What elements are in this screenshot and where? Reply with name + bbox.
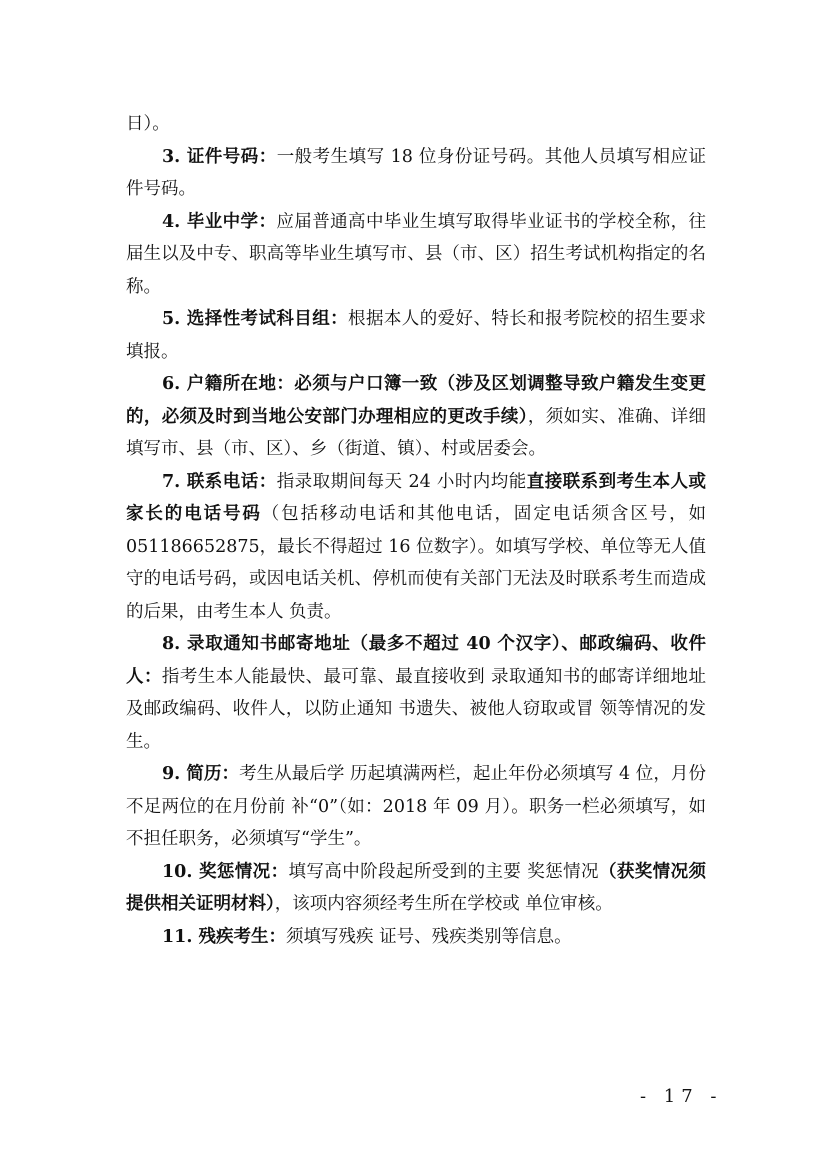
paragraph-household-registration	[126, 368, 706, 466]
paragraph-id-number	[126, 141, 706, 206]
paragraph-text: 日）。	[126, 114, 170, 134]
item-emphasis: 直接联系到考生本人或家长的电话号码	[126, 471, 706, 524]
page-number: - 17 -	[640, 1086, 723, 1107]
item-text: 须填写残疾 证号、残疾类别等信息。	[286, 926, 572, 947]
item-label: 8. 录取通知书邮寄地址（最多不超过 40 个汉字）、邮政编码、收件人：	[126, 634, 706, 687]
paragraph-elective-subjects	[126, 303, 706, 368]
item-text: 指考生本人能最快、最可靠、最直接收到 录取通知书的邮寄详细地址及邮政编码、收件人，以防止通知 书遗失、被他人窃取或冒 领等情况的发生。	[126, 666, 707, 752]
document-body	[126, 108, 706, 953]
item-emphasis: 必须与户口簿一致（涉及区划调整导致户籍发生变更的，必须及时到当地公安部门办理相应的更改手续）	[126, 374, 706, 427]
item-text: 一般考生填写 18 位身份证号码。其他人员填写相应证件号码。	[126, 146, 706, 199]
paragraph-resume	[126, 758, 706, 856]
item-label: 3. 证件号码：	[162, 146, 277, 167]
item-text-cont: （包括移动电话和其他电话，固定电话须含区号，如 051186652875，最长不得超过 16 位数字）。如填写学校、单位等无人值守的电话号码，或因电话关机、停机而使有关部门无法及时联系考生而造成的后果，由考生本人 负责。	[126, 504, 707, 622]
item-label: 4. 毕业中学：	[162, 211, 277, 232]
paragraph-continuation	[126, 108, 706, 141]
item-text: ，须如实、准确、详细填写市、县（市、区）、乡（街道、镇）、村或居委会。	[126, 406, 707, 459]
item-text: 根据本人的爱好、特长和报考院校的招生要求填报。	[126, 309, 706, 362]
paragraph-graduation-school	[126, 206, 706, 304]
item-text-cont: ，该项内容须经考生所在学校或 单位审核。	[274, 894, 613, 914]
item-text: 填写高中阶段起所受到的主要 奖惩情况	[288, 861, 599, 882]
item-text: 应届普通高中毕业生填写取得毕业证书的学校全称，往届生以及中专、职高等毕业生填写市、县（市、区）招生考试机构指定的名称。	[126, 211, 706, 297]
paragraph-rewards-penalties	[126, 856, 706, 921]
item-text: 考生从最后学 历起填满两栏，起止年份必须填写 4 位，月份不足两位的在月份前 补“0”（如：2018 年 09 月）。职务一栏必须填写，如不担任职务，必须填写“学生”。	[126, 764, 706, 849]
item-emphasis: （获奖情况须提供相关证明材料）	[126, 861, 707, 914]
item-label: 6. 户籍所在地：	[162, 374, 295, 394]
item-label: 7. 联系电话：	[162, 471, 277, 492]
item-label: 11. 残疾考生：	[162, 926, 287, 947]
item-label: 10. 奖惩情况：	[162, 861, 289, 882]
item-label: 9. 简历：	[162, 764, 240, 784]
paragraph-contact-phone	[126, 466, 706, 629]
paragraph-disabled-candidates	[126, 921, 706, 954]
item-label: 5. 选择性考试科目组：	[162, 309, 349, 329]
paragraph-mailing-address	[126, 628, 706, 758]
item-text: 指录取期间每天 24 小时内均能	[276, 471, 527, 492]
